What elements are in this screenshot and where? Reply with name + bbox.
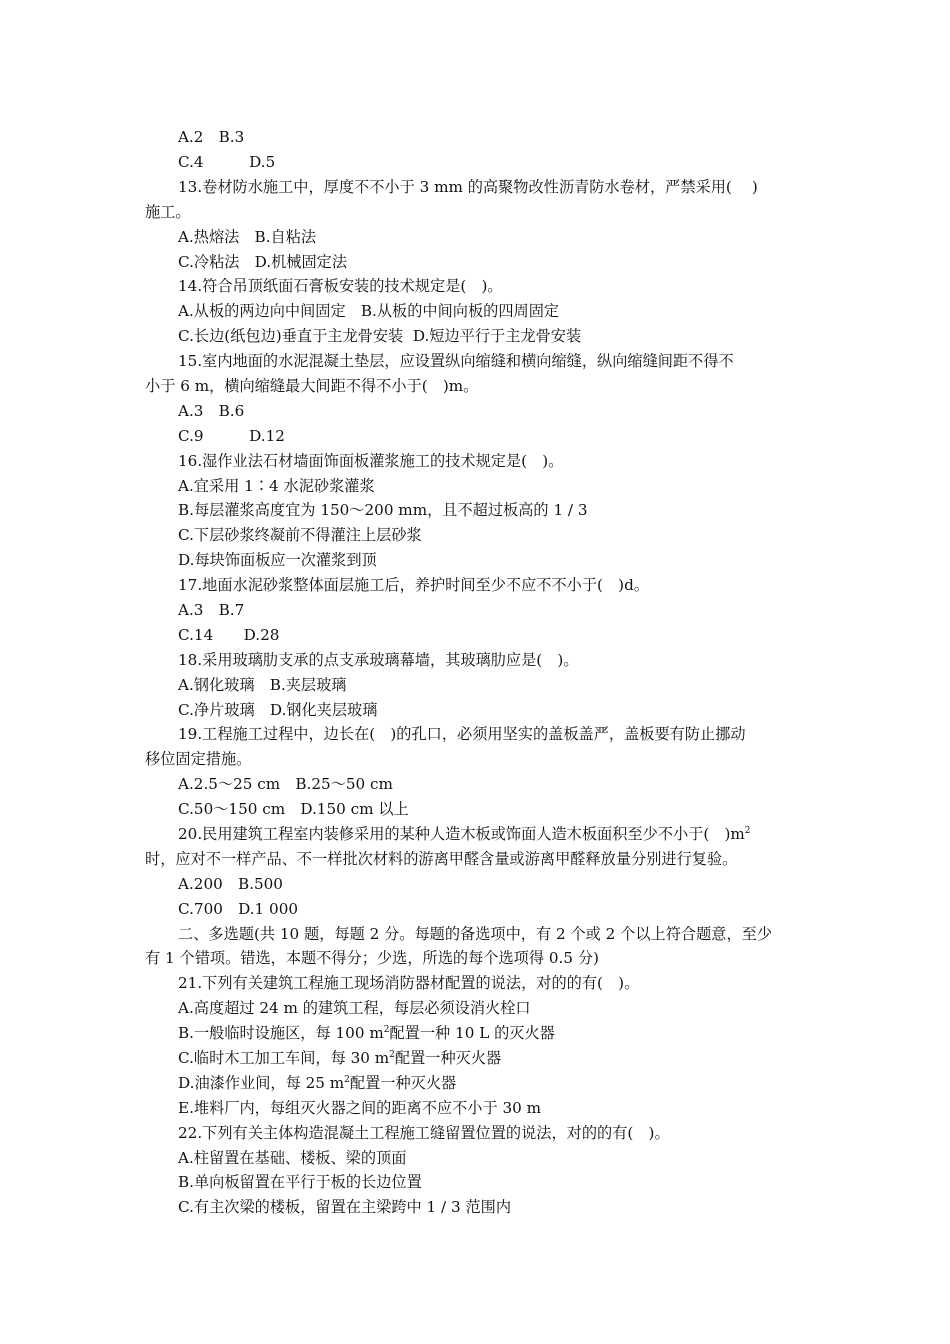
text-line: B.单向板留置在平行于板的长边位置 <box>178 1173 422 1191</box>
text-line: C.有主次梁的楼板，留置在主梁跨中 1 / 3 范围内 <box>178 1198 512 1216</box>
text-line: C.4 D.5 <box>178 153 276 171</box>
text-line: 时，应对不一样产品、不一样批次材料的游离甲醛含量或游离甲醛释放量分别进行复验。 <box>145 850 738 868</box>
superscript: 2 <box>344 1075 350 1085</box>
text-line: 13.卷材防水施工中，厚度不不小于 3 mm 的高聚物改性沥青防水卷材，严禁采用( ) <box>178 178 758 196</box>
text-line: A.柱留置在基础、楼板、梁的顶面 <box>178 1149 407 1167</box>
text-line <box>178 1048 501 1068</box>
text-line: 14.符合吊顶纸面石膏板安装的技术规定是( )。 <box>178 277 503 295</box>
text-line <box>178 1023 555 1043</box>
text-line: C.700 D.1 000 <box>178 900 299 918</box>
text-line: 有 1 个错项。错选，本题不得分；少选，所选的每个选项得 0.5 分) <box>145 949 599 967</box>
text-line: C.长边(纸包边)垂直于主龙骨安装 D.短边平行于主龙骨安装 <box>178 327 582 345</box>
text-line: 22.下列有关主体构造混凝土工程施工缝留置位置的说法，对的的有( )。 <box>178 1124 670 1142</box>
text-line: A.2.5～25 cm B.25～50 cm <box>178 775 393 793</box>
text-line: C.冷粘法 D.机械固定法 <box>178 253 348 271</box>
text-line <box>178 1073 456 1093</box>
text-line: A.宜采用 1∶4 水泥砂浆灌浆 <box>178 477 375 495</box>
text-span: 配置一种灭火器 <box>349 1074 457 1092</box>
text-span: 20.民用建筑工程室内装修采用的某种人造木板或饰面人造木板面积至少不小于( )m <box>178 825 745 843</box>
text-line: 二、多选题(共 10 题，每题 2 分。每题的备选项中，有 2 个或 2 个以上符合题意，至少 <box>178 925 773 943</box>
text-line: 21.下列有关建筑工程施工现场消防器材配置的说法，对的的有( )。 <box>178 974 640 992</box>
text-line: 17.地面水泥砂浆整体面层施工后，养护时间至少不应不不小于( )d。 <box>178 576 649 594</box>
text-line: A.200 B.500 <box>178 875 283 893</box>
text-line: D.每块饰面板应一次灌浆到顶 <box>178 551 377 569</box>
text-span: D.油漆作业间，每 25 m <box>178 1074 345 1092</box>
text-line: E.堆料厂内，每组灭火器之间的距离不应不小于 30 m <box>178 1099 542 1117</box>
text-line: 移位固定措施。 <box>145 750 252 768</box>
text-line: A.3 B.7 <box>178 601 245 619</box>
text-line: A.高度超过 24 m 的建筑工程，每层必须设消火栓口 <box>178 999 531 1017</box>
text-line: C.净片玻璃 D.钢化夹层玻璃 <box>178 701 378 719</box>
text-span: 配置一种 10 L 的灭火器 <box>389 1024 555 1042</box>
superscript: 2 <box>744 826 751 836</box>
text-line: 15.室内地面的水泥混凝土垫层，应设置纵向缩缝和横向缩缝，纵向缩缝间距不得不 <box>178 352 734 370</box>
text-line: A.2 B.3 <box>178 128 245 146</box>
text-line: A.钢化玻璃 B.夹层玻璃 <box>178 676 347 694</box>
text-line: C.50～150 cm D.150 cm 以上 <box>178 800 409 818</box>
text-line: 施工。 <box>145 203 191 221</box>
text-span: 配置一种灭火器 <box>394 1049 502 1067</box>
text-line: A.3 B.6 <box>178 402 245 420</box>
text-line: 19.工程施工过程中，边长在( )的孔口，必须用坚实的盖板盖严，盖板要有防止挪动 <box>178 725 746 743</box>
text-line: B.每层灌浆高度宜为 150～200 mm，且不超过板高的 1 / 3 <box>178 501 588 519</box>
text-line: C.14 D.28 <box>178 626 280 644</box>
text-line: A.热熔法 B.自粘法 <box>178 228 317 246</box>
text-span: C.临时木工加工车间，每 30 m <box>178 1049 390 1067</box>
text-line: C.9 D.12 <box>178 427 285 445</box>
text-span: B.一般临时设施区，每 100 m <box>178 1024 384 1042</box>
text-line: C.下层砂浆终凝前不得灌注上层砂浆 <box>178 526 422 544</box>
text-line <box>178 824 751 844</box>
superscript: 2 <box>383 1025 390 1035</box>
text-line: 小于 6 m，横向缩缝最大间距不得不小于( )m。 <box>145 377 479 395</box>
text-line: 18.采用玻璃肋支承的点支承玻璃幕墙，其玻璃肋应是( )。 <box>178 651 579 669</box>
text-line: A.从板的两边向中间固定 B.从板的中间向板的四周固定 <box>178 302 560 320</box>
text-line: 16.湿作业法石材墙面饰面板灌浆施工的技术规定是( )。 <box>178 452 564 470</box>
superscript: 2 <box>389 1050 395 1060</box>
